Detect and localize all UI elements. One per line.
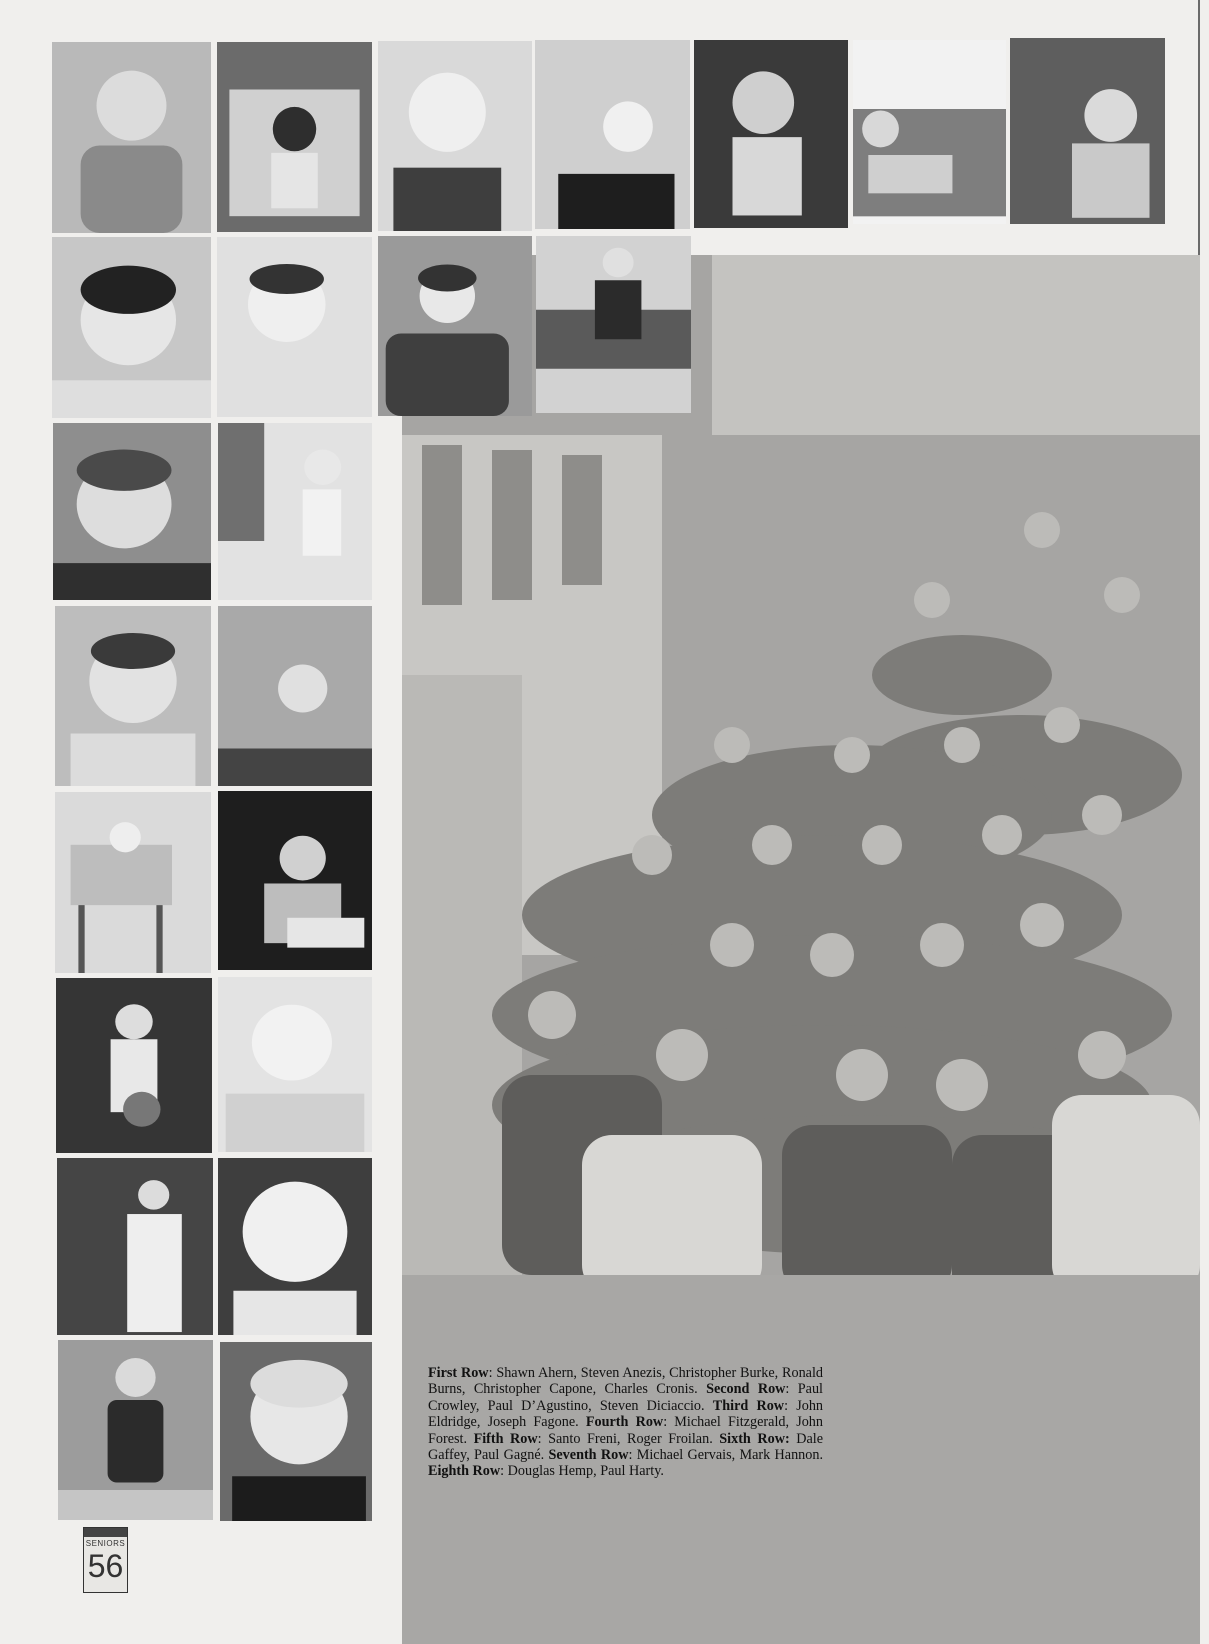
caption-row-names: : Michael Gervais, Mark Hannon. <box>628 1447 823 1464</box>
caption-row-label: Fifth Row <box>473 1430 538 1447</box>
caption-row-label: Sixth Row: <box>719 1430 790 1447</box>
baby-photo <box>217 237 372 417</box>
baby-photo <box>220 1342 372 1521</box>
baby-photo <box>52 42 211 233</box>
baby-photo <box>378 41 532 231</box>
caption-row-label: Seventh Row <box>548 1447 629 1464</box>
caption-row-label: Third Row <box>712 1397 785 1414</box>
tag-strip <box>84 1528 127 1537</box>
group-photo-caption <box>428 1365 823 1480</box>
section-label: SENIORS <box>85 1539 126 1548</box>
baby-photo <box>217 42 372 232</box>
page-number: 56 <box>87 1548 124 1584</box>
baby-photo <box>55 606 211 786</box>
baby-photo <box>1010 38 1165 224</box>
baby-photo <box>536 236 691 413</box>
caption-row-names: : John Eldridge, Joseph Fagone. <box>428 1397 824 1431</box>
baby-photo <box>58 1340 213 1520</box>
caption-row-names: : Michael Fitzgerald, John Forest. <box>428 1414 823 1447</box>
caption-row-label: First Row <box>428 1365 489 1381</box>
baby-photo <box>57 1158 213 1335</box>
caption-row-names: : Paul Crowley, Paul D’Agustino, Steven Diciaccio. <box>428 1381 823 1414</box>
baby-photo <box>53 423 211 600</box>
caption-row-names: : Shawn Ahern, Steven Anezis, Christopher Burke, Ronald Burns, Christopher Capone, Charles Cronis. <box>428 1365 823 1398</box>
caption-row-names: : Santo Freni, Roger Froilan. <box>537 1430 720 1447</box>
page-number-tag <box>83 1527 128 1593</box>
baby-photo <box>853 40 1006 224</box>
baby-photo <box>56 978 212 1153</box>
baby-photo <box>55 792 211 973</box>
baby-photo <box>218 606 372 786</box>
baby-photo <box>52 237 211 418</box>
caption-row-label: Second Row <box>706 1381 786 1398</box>
caption-row-label: Fourth Row <box>585 1414 664 1431</box>
baby-photo <box>218 791 372 970</box>
baby-photo <box>218 977 372 1152</box>
baby-photo <box>378 236 532 416</box>
baby-photo <box>218 423 372 600</box>
baby-photo <box>535 40 690 229</box>
baby-photo <box>694 40 848 228</box>
caption-row-label: Eighth Row <box>428 1463 501 1480</box>
baby-photo <box>218 1158 372 1335</box>
caption-row-names: : Douglas Hemp, Paul Harty. <box>500 1463 664 1480</box>
caption-row-names: Dale Gaffey, Paul Gagné. <box>428 1430 823 1464</box>
